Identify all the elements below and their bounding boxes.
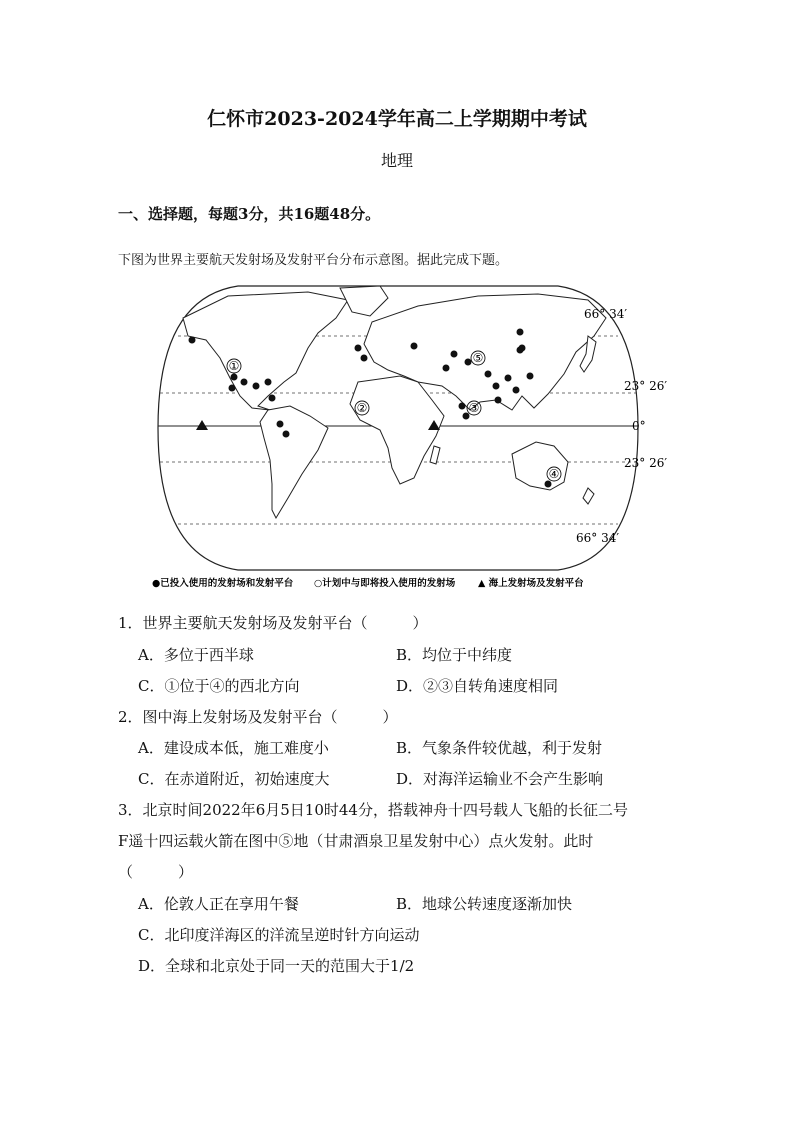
question-1-option-b[interactable]: B．均位于中纬度: [396, 646, 513, 664]
launch-site-dot: [493, 383, 500, 390]
question-intro: 下图为世界主要航天发射场及发射平台分布示意图。据此完成下题。: [118, 253, 509, 268]
question-3-option-d[interactable]: D．全球和北京处于同一天的范围大于1/2: [138, 957, 415, 975]
question-2-option-b[interactable]: B．气象条件较优越，利于发射: [396, 739, 603, 757]
launch-site-dot: [513, 387, 520, 394]
lat-label-tropic-south: 23° 26′: [624, 456, 668, 470]
launch-site-dot: [265, 379, 272, 386]
exam-title: 仁怀市2023-2024学年高二上学期期中考试: [207, 108, 587, 130]
question-3-option-a[interactable]: A．伦敦人正在享用午餐: [138, 895, 299, 913]
lat-label-arctic: 66° 34′: [584, 307, 628, 321]
launch-site-dot: [355, 345, 362, 352]
world-launch-site-map: [118, 278, 678, 596]
question-3-stem-line-3: （ ）: [118, 863, 194, 881]
legend-planned: ○计划中与即将投入使用的发射场: [314, 578, 456, 589]
launch-site-dot: [517, 329, 524, 336]
launch-site-dot: [241, 379, 248, 386]
legend-existing: ●已投入使用的发射场和发射平台: [152, 578, 294, 589]
launch-site-dot: [451, 351, 458, 358]
site-label-3: ③: [468, 401, 480, 415]
launch-site-dot: [231, 374, 238, 381]
launch-site-dot: [495, 397, 502, 404]
lat-label-tropic-north: 23° 26′: [624, 379, 668, 393]
launch-site-dot: [505, 375, 512, 382]
launch-site-dot: [545, 481, 552, 488]
launch-site-dot: [277, 421, 284, 428]
launch-site-dot: [229, 385, 236, 392]
launch-site-dot: [269, 395, 276, 402]
section-heading: 一、选择题，每题3分，共16题48分。: [118, 205, 381, 223]
question-3-option-c[interactable]: C．北印度洋海区的洋流呈逆时针方向运动: [138, 926, 420, 944]
question-2-option-a[interactable]: A．建设成本低，施工难度小: [138, 739, 329, 757]
question-3-stem-line-1: 3．北京时间2022年6月5日10时44分，搭载神舟十四号载人飞船的长征二号: [118, 801, 628, 819]
question-2-stem: 2．图中海上发射场及发射平台（ ）: [118, 708, 398, 726]
question-1-option-a[interactable]: A．多位于西半球: [138, 646, 254, 664]
question-2-option-c[interactable]: C．在赤道附近，初始速度大: [138, 770, 330, 788]
launch-site-dot: [411, 343, 418, 350]
launch-site-dot: [361, 355, 368, 362]
question-2-option-d[interactable]: D．对海洋运输业不会产生影响: [396, 770, 604, 788]
launch-site-dot: [443, 365, 450, 372]
site-label-4: ④: [548, 467, 560, 481]
launch-site-dot: [253, 383, 260, 390]
site-label-5: ⑤: [472, 351, 484, 365]
lat-label-equator: 0°: [632, 419, 646, 433]
launch-site-dot: [465, 359, 472, 366]
launch-site-dot: [519, 345, 526, 352]
launch-site-dot: [527, 373, 534, 380]
launch-site-dot: [189, 337, 196, 344]
question-1-stem: 1．世界主要航天发射场及发射平台（ ）: [118, 614, 428, 632]
question-3-stem-line-2: F遥十四运载火箭在图中⑤地（甘肃酒泉卫星发射中心）点火发射。此时: [118, 832, 594, 850]
site-label-1: ①: [228, 359, 240, 373]
launch-site-dot: [485, 371, 492, 378]
site-label-2: ②: [356, 401, 368, 415]
question-1-option-d[interactable]: D．②③自转角速度相同: [396, 677, 559, 695]
exam-subject: 地理: [380, 151, 413, 170]
launch-site-dot: [459, 403, 466, 410]
question-3-option-b[interactable]: B．地球公转速度逐渐加快: [396, 895, 573, 913]
legend-sea: ▲ 海上发射场及发射平台: [478, 578, 584, 589]
question-1-option-c[interactable]: C．①位于④的西北方向: [138, 677, 300, 695]
launch-site-dot: [283, 431, 290, 438]
lat-label-antarctic: 66° 34′: [576, 531, 620, 545]
